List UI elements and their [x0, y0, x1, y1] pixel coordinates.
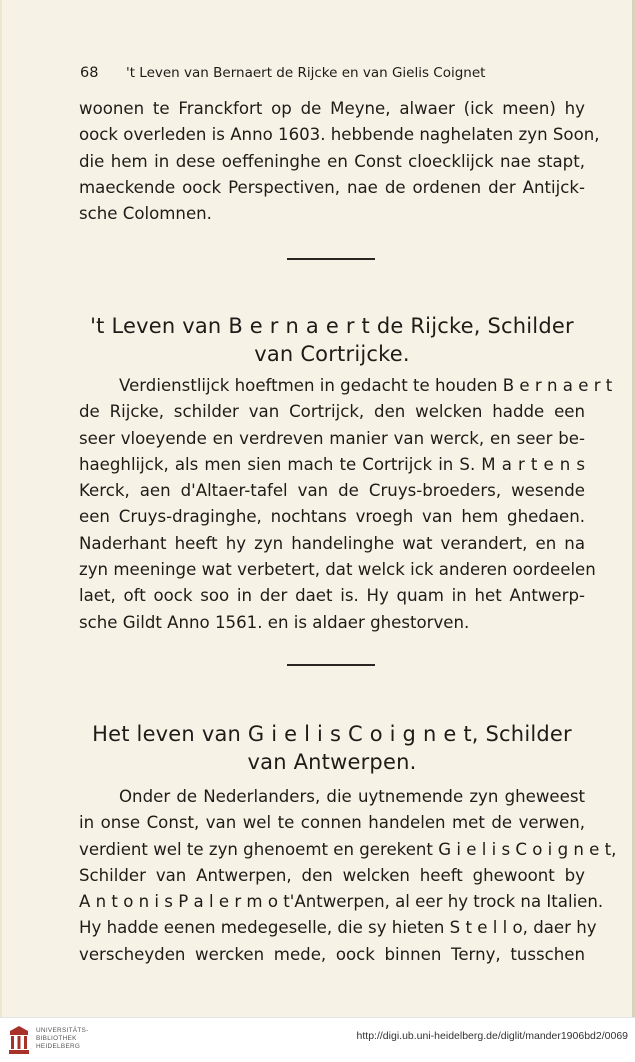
text-line: Onder de Nederlanders, die uytnemende zyn gheweest: [119, 787, 585, 806]
library-name-line: UNIVERSITÄTS-: [36, 1027, 89, 1034]
text-line: verdient wel te zyn ghenoemt en gerekent G i e l i s C o i g n e t,: [79, 839, 617, 859]
text-line: oock overleden is Anno 1603. hebbende naghelaten zyn Soon,: [79, 125, 600, 145]
text-line: haeghlijck, als men sien mach te Cortrijck in S. M a r t e n s: [79, 454, 585, 474]
heading-line: van Cortrijcke.: [254, 342, 410, 366]
heading-line: van Antwerpen.: [247, 750, 417, 774]
text-line: de Rijcke, schilder van Cortrijck, den welcken hadde een: [79, 402, 585, 422]
library-name-line: HEIDELBERG: [36, 1043, 81, 1050]
university-library-logo-icon: [8, 1025, 30, 1055]
section-heading-coignet: [79, 720, 585, 776]
rijcke-paragraph: [79, 373, 613, 636]
text-line: Naderhant heeft hy zyn handelinghe wat verandert, en na: [79, 533, 585, 553]
text-line: seer vloeyende en verdreven manier van werck, en seer be-: [79, 428, 585, 448]
text-line: Hy hadde eenen medegeselle, die sy hieten S t e l l o, daer hy: [79, 918, 597, 938]
heading-line: 't Leven van B e r n a e r t de Rijcke, Schilder: [90, 314, 574, 338]
library-name: [36, 1027, 89, 1051]
page-number: 68: [80, 65, 99, 81]
text-line: woonen te Franckfort op de Meyne, alwaer (ick meen) hy: [79, 99, 585, 118]
page-edge-left: [0, 0, 2, 1017]
heading-line: Het leven van G i e l i s C o i g n e t, Schilder: [92, 722, 572, 746]
viewer-footer: [0, 1017, 635, 1062]
text-line: die hem in dese oeffeninghe en Const cloecklijck nae stapt,: [79, 151, 585, 171]
text-line: in onse Const, van wel te connen handelen met de verwen,: [79, 813, 585, 833]
text-line: sche Colomnen.: [79, 204, 212, 224]
section-divider: [287, 258, 375, 260]
text-line: laet, oft oock soo in der daet is. Hy quam in het Antwerp-: [79, 586, 585, 606]
text-line: sche Gildt Anno 1561. en is aldaer ghestorven.: [79, 612, 470, 632]
text-line: Kerck, aen d'Altaer-tafel van de Cruys-broeders, wesende: [79, 481, 585, 501]
running-head: [80, 64, 585, 82]
text-line: maeckende oock Perspectiven, nae de ordenen der Antijck-: [79, 177, 585, 197]
text-line: een Cruys-draginghe, nochtans vroegh van hem ghedaen.: [79, 507, 585, 527]
text-line: Schilder van Antwerpen, den welcken heeft ghewoont by: [79, 865, 585, 885]
section-heading-rijcke: [79, 312, 585, 368]
coignet-paragraph: [79, 784, 617, 968]
library-name-line: BIBLIOTHEK: [36, 1035, 77, 1042]
text-line: zyn meeninge wat verbetert, dat welck ick anderen oordeelen: [79, 560, 596, 580]
text-line: Verdienstlijck hoeftmen in gedacht te houden B e r n a e r t: [119, 376, 613, 395]
text-line: A n t o n i s P a l e r m o t'Antwerpen, al eer hy trock na Italien.: [79, 892, 604, 912]
intro-paragraph: [79, 96, 600, 227]
section-divider: [287, 664, 375, 666]
text-line: verscheyden wercken mede, oock binnen Terny, tusschen: [79, 944, 585, 964]
running-title: 't Leven van Bernaert de Rijcke en van Gielis Coignet: [126, 65, 486, 81]
permalink-url[interactable]: http://digi.ub.uni-heidelberg.de/diglit/mander1906bd2/0069: [356, 1030, 628, 1042]
